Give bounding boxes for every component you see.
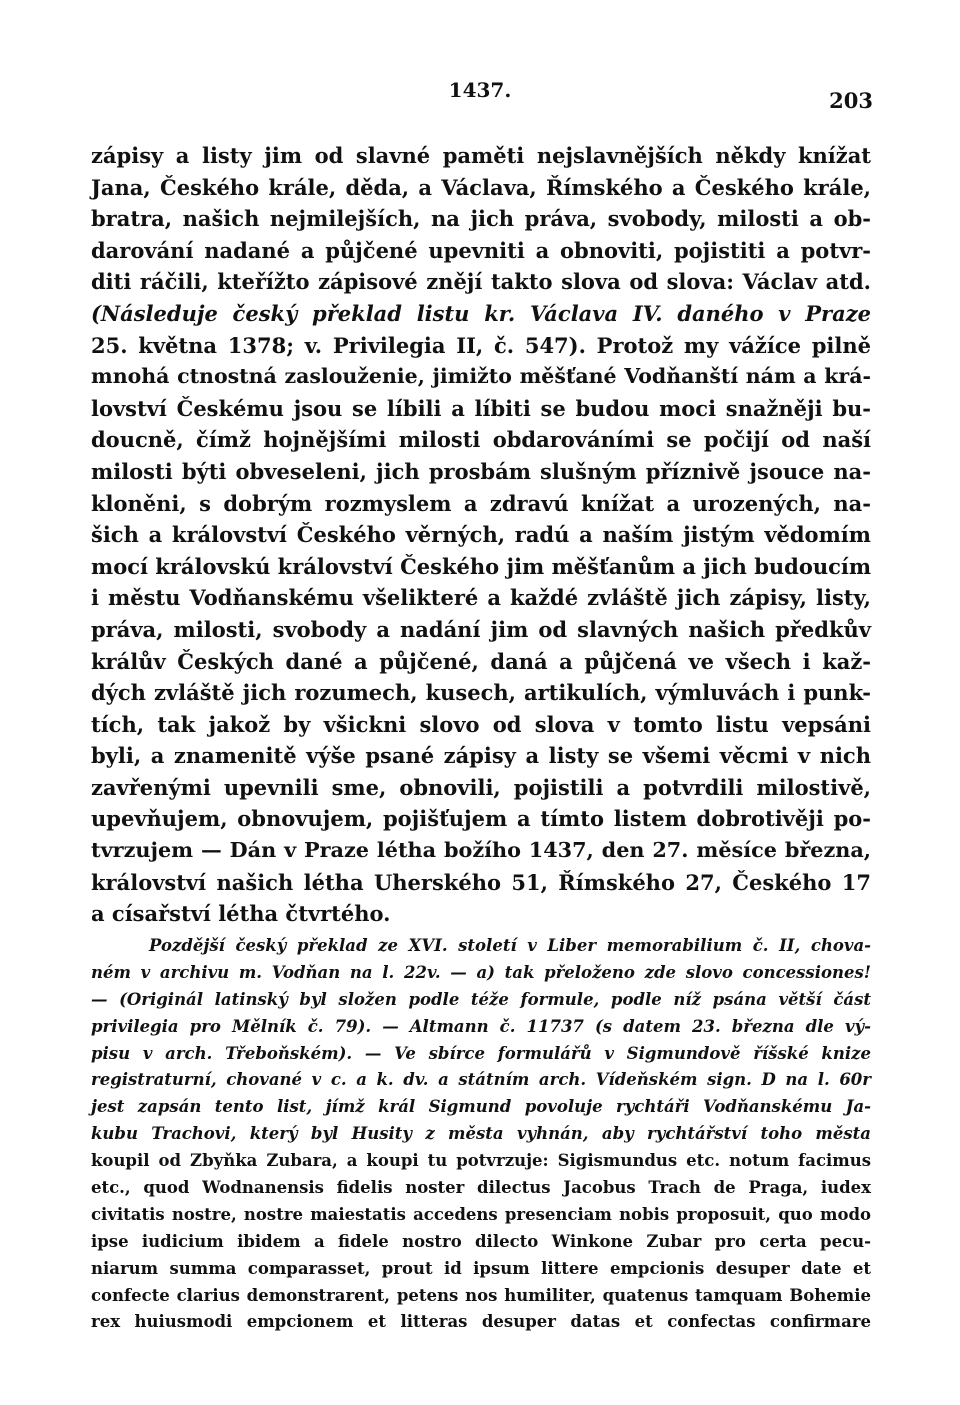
text-line: kloněni, s dobrým rozmyslem a zdravú knížat a urozených, na-: [91, 490, 871, 516]
text-line: království našich létha Uherského 51, Římského 27, Českého 17: [91, 869, 871, 895]
note-line: pisu v arch. Třeboňském). — Ve sbírce formulářů v Sigmundově říšské knize: [91, 1043, 871, 1063]
note-line: confecte clarius demonstrarent, petens nos humiliter, quatenus tamquam Bohemie: [91, 1285, 871, 1305]
text-line: a císařství létha čtvrtého.: [91, 901, 391, 927]
text-line: mnohá ctnostná zaslouženie, jimižto měšťané Vodňanští nám a krá-: [91, 364, 871, 389]
text-line: Jana, Českého krále, děda, a Václava, Římského a Českého krále,: [91, 174, 871, 200]
text-line: zavřenými upevnili sme, obnovili, pojistili a potvrdili milostivě,: [91, 774, 871, 800]
text-line: bratra, našich nejmilejších, na jich práva, svobody, milosti a ob-: [91, 206, 871, 232]
note-line: civitatis nostre, nostre maiestatis accedens presenciam nobis proposuit, quo modo: [91, 1204, 871, 1224]
note-line: jest zapsán tento list, jímž král Sigmund povoluje rychtáři Vodňanskému Ja-: [91, 1097, 871, 1117]
text-line: darování nadané a půjčené upevniti a obnoviti, pojistiti a potvr-: [91, 237, 871, 263]
note-line: etc., quod Wodnanensis fidelis noster dilectus Jacobus Trach de Praga, iudex: [91, 1178, 871, 1198]
text-line: zápisy a listy jim od slavné paměti nejslavnějších někdy knížat: [91, 143, 871, 168]
running-header-year: 1437.: [448, 78, 512, 102]
text-line: (Následuje český překlad listu kr. Václava IV. daného v Praze: [91, 300, 871, 326]
text-line: lovství Českému jsou se líbili a líbiti se budou moci snažněji bu-: [91, 395, 871, 421]
note-line: koupil od Zbyňka Zubara, a koupi tu potvrzuje: Sigismundus etc. notum facimus: [91, 1151, 871, 1171]
note-line: rex huiusmodi empcionem et litteras desuper datas et confectas confirmare: [91, 1312, 871, 1332]
text-line: tích, tak jakož by všickni slovo od slova v tomto listu vepsáni: [91, 711, 871, 737]
note-line: ipse iudicium ibidem a fidele nostro dilecto Winkone Zubar pro certa pecu-: [91, 1231, 871, 1251]
footnotes: [91, 933, 871, 1336]
text-line: mocí královskú království Českého jim měšťanům a jich budoucím: [91, 553, 872, 579]
note-line: ném v archivu m. Vodňan na l. 22v. — a) tak přeloženo zde slovo concessiones!: [91, 962, 871, 982]
page-number: 203: [829, 88, 873, 113]
text-line: práva, milosti, svobody a nadání jim od slavných našich předkův: [91, 616, 871, 642]
text-line: upevňujem, obnovujem, pojišťujem a tímto listem dobrotivěji po-: [91, 806, 871, 832]
note-line: Pozdější český překlad ze XVI. století v Liber memorabilium č. II, chova-: [149, 936, 871, 955]
text-line: 25. května 1378; v. Privilegia II, č. 547). Protož my vážíce pilně: [91, 332, 871, 358]
text-line: i městu Vodňanskému všelikteré a každé zvláště jich zápisy, listy,: [91, 585, 871, 611]
note-line: privilegia pro Mělník č. 79). — Altmann č. 11737 (s datem 23. března dle vý-: [91, 1016, 871, 1036]
text-line: byli, a znamenitě výše psané zápisy a listy se všemi věcmi v nich: [91, 743, 871, 769]
text-line: milosti býti obveseleni, jich prosbám slušným příznivě jsouce na-: [91, 458, 871, 484]
main-text: [91, 140, 871, 930]
text-line: králův Českých dané a půjčené, daná a půjčená ve všech i kaž-: [91, 648, 871, 674]
text-line: diti ráčili, kteřížto zápisové znějí takto slova od slova: Václav atd.: [91, 269, 871, 295]
note-line: — (Originál latinský byl složen podle téže formule, podle níž psána větší část: [91, 989, 871, 1009]
note-line: registraturní, chované v c. a k. dv. a státním arch. Vídeňském sign. D na l. 60r: [91, 1070, 871, 1090]
text-line: tvrzujem — Dán v Praze létha božího 1437, den 27. měsíce března,: [91, 838, 871, 863]
text-line: šich a království Českého věrných, radú a naším jistým vědomím: [91, 522, 871, 548]
text-line: dých zvláště jich rozumech, kusech, artikulích, výmluvách i punk-: [91, 680, 871, 706]
note-line: kubu Trachovi, který byl Husity z města vyhnán, aby rychtářství toho města: [91, 1124, 871, 1144]
note-line: niarum summa comparasset, prout id ipsum littere empcionis desuper date et: [91, 1258, 871, 1278]
text-line: doucně, čímž hojnějšími milosti obdarováními se počijí od naší: [91, 427, 871, 453]
